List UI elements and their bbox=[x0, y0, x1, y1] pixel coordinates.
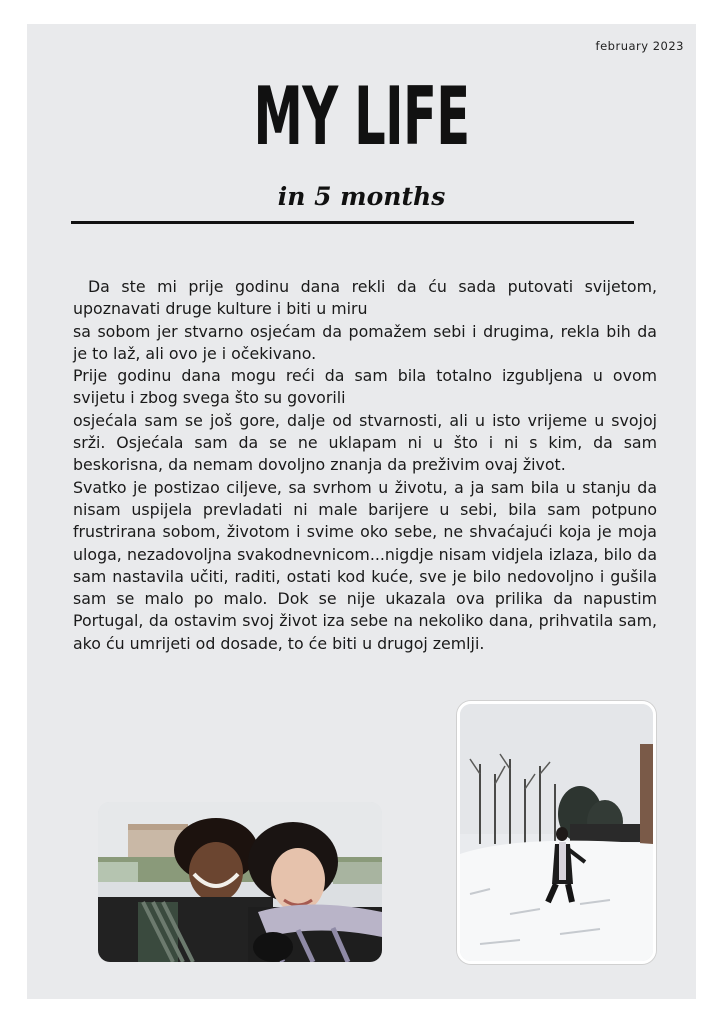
article-paragraph: Svatko je postizao ciljeve, sa svrhom u životu, a ja sam bila u stanju da nisam uspijela prevladati ni male barijere u sebi, bila sam potpuno frustrirana sobom, životom i svime oko sebe, ne shvaćajući koja je moja uloga, nezadovoljna svakodnevnicom...nigdje nisam vidjela izlaza, bilo da sam nastavila učiti, raditi, ostati kod kuće, sve je bilo nedovoljno i gušila sam se malo po malo. Dok se nije ukazala ova prilika da napustim Portugal, da ostavim svoj život iza sebe na nekoliko dana, prihvatila sam, ako ću umrijeti od dosade, to će biti u drugoj zemlji. bbox=[73, 477, 657, 653]
two-friends-selfie-photo bbox=[98, 802, 382, 962]
title-divider bbox=[71, 221, 634, 224]
article-body bbox=[73, 276, 657, 655]
article-paragraph: sa sobom jer stvarno osjećam da pomažem sebi i drugima, rekla bih da je to laž, ali ovo je i očekivano. bbox=[73, 321, 657, 363]
snow-scene-illustration bbox=[460, 704, 653, 961]
issue-date: february 2023 bbox=[595, 39, 684, 53]
page bbox=[27, 24, 696, 999]
article-paragraph: osjećala sam se još gore, dalje od stvarnosti, ali u isto vrijeme u svojoj srži. Osjećala sam da se ne uklapam ni u što i ni s kim, da sam beskorisna, da nemam dovoljno znanja da preživim ovaj život. bbox=[73, 410, 657, 475]
person-walking-in-snow-photo bbox=[457, 701, 656, 964]
page-subtitle: in 5 months bbox=[277, 182, 446, 211]
page-title: MY LIFE bbox=[253, 70, 470, 163]
article-paragraph: Da ste mi prije godinu dana rekli da ću sada putovati svijetom, upoznavati druge kulture i biti u miru bbox=[73, 277, 657, 319]
article-paragraph: Prije godinu dana mogu reći da sam bila totalno izgubljena u ovom svijetu i zbog svega što su govorili bbox=[73, 366, 657, 408]
selfie-illustration bbox=[98, 802, 382, 962]
